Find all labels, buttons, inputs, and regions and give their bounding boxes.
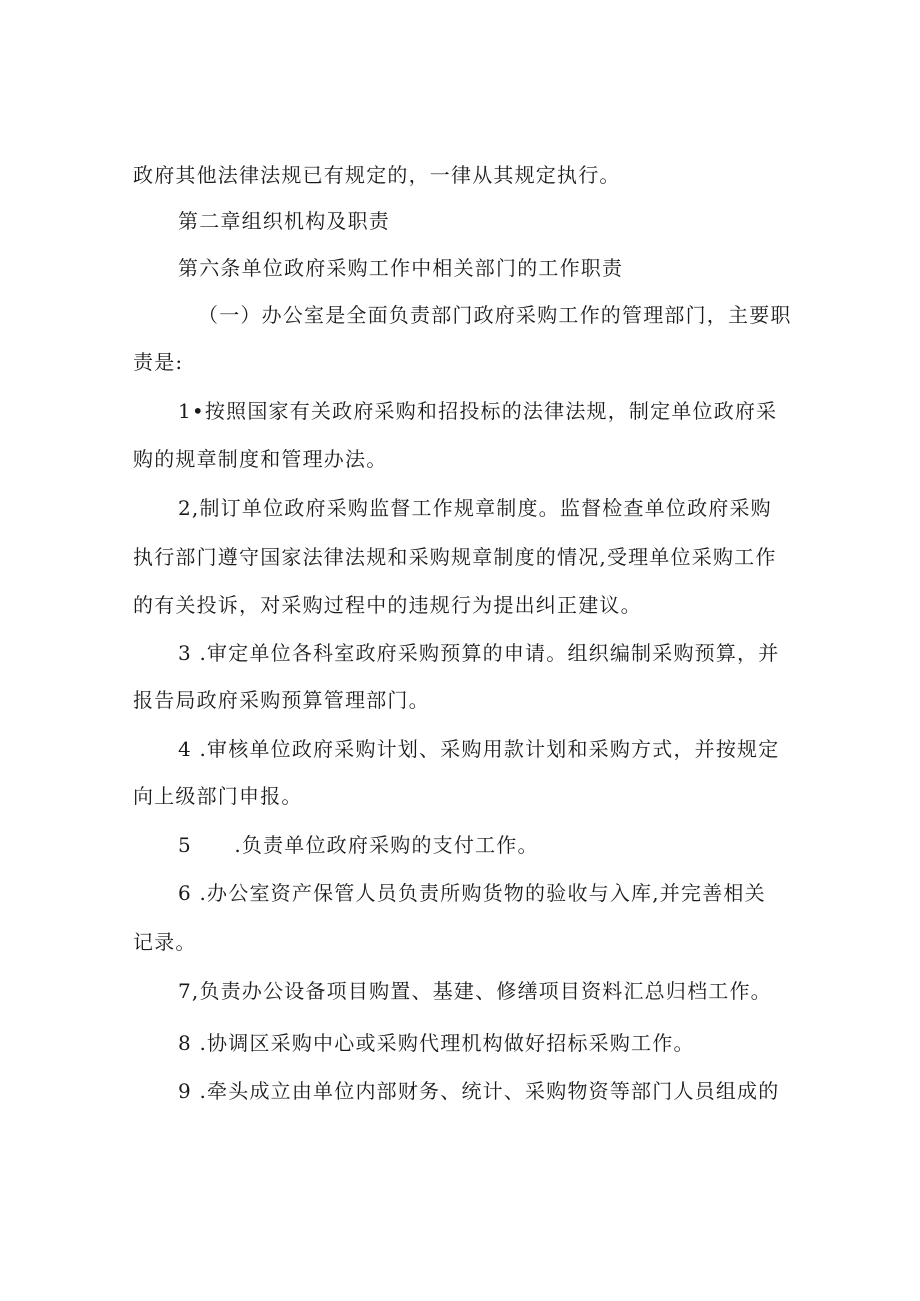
text-line: 1•按照国家有关政府采购和招投标的法律法规，制定单位政府采 <box>178 399 778 423</box>
text-line: （一）办公室是全面负责部门政府采购工作的管理部门，主要职 <box>198 303 792 327</box>
text-line: 9 .牵头成立由单位内部财务、统计、采购物资等部门人员组成的 <box>178 1079 780 1103</box>
text-line: 7,负责办公设备项目购置、基建、修缮项目资料汇总归档工作。 <box>178 979 772 1003</box>
text-line: 的有关投诉，对采购过程中的违规行为提出纠正建议。 <box>133 593 642 617</box>
text-line: 执行部门遵守国家法律法规和采购规章制度的情况,受理单位采购工作 <box>133 545 777 569</box>
text-line: 3 .审定单位各科室政府采购预算的申请。组织编制采购预算，并 <box>178 641 780 665</box>
text-line: 向上级部门申报。 <box>133 784 303 808</box>
text-line: 责是: <box>133 350 184 374</box>
text-line: 5 .负责单位政府采购的支付工作。 <box>178 833 539 857</box>
text-line: 购的规章制度和管理办法。 <box>133 447 388 471</box>
text-line: 8 .协调区采购中心或采购代理机构做好招标采购工作。 <box>178 1031 695 1055</box>
chapter-heading: 第二章组织机构及职责 <box>178 209 390 233</box>
text-line: 报告局政府采购预算管理部门。 <box>133 688 430 712</box>
text-line: 记录。 <box>133 930 197 954</box>
text-line: 4 .审核单位政府采购计划、采购用款计划和采购方式，并按规定 <box>178 737 780 761</box>
text-line: 政府其他法律法规已有规定的，一律从其规定执行。 <box>133 163 621 187</box>
article-heading: 第六条单位政府采购工作中相关部门的工作职责 <box>178 256 624 280</box>
text-line: 2,制订单位政府采购监督工作规章制度。监督检查单位政府采购 <box>178 496 772 520</box>
text-line: 6 .办公室资产保管人员负责所购货物的验收与入库,并完善相关 <box>178 881 766 905</box>
